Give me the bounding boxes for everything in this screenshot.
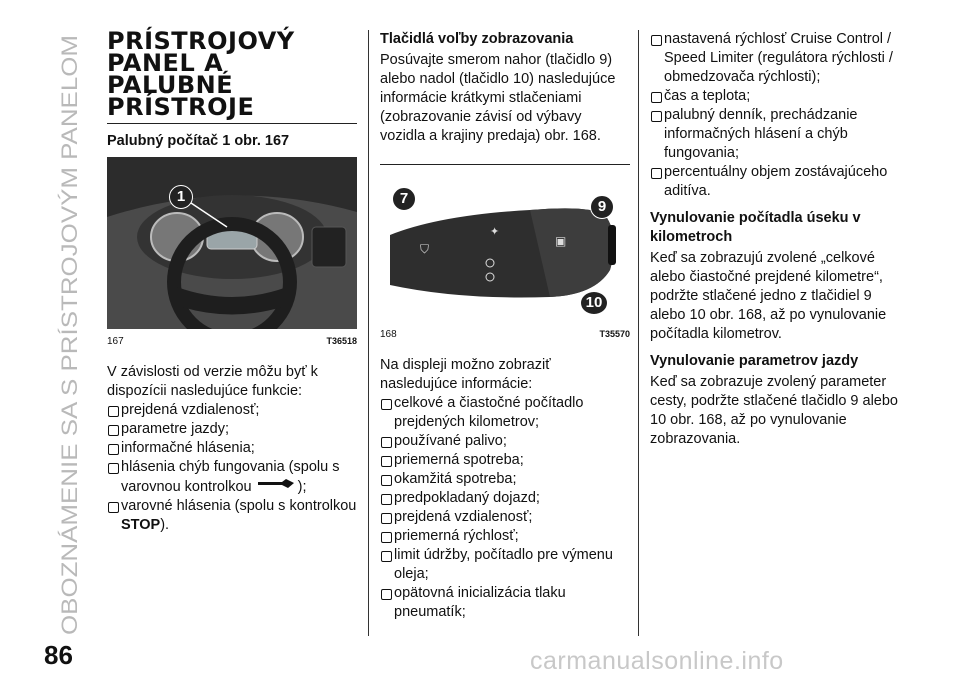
- list-item: percentuálny objem zostávajúceho aditíva.: [650, 163, 900, 201]
- figure-number: 167: [107, 336, 124, 347]
- list-item-tail: ).: [160, 517, 170, 533]
- subheading: Vynulovanie parametrov jazdy: [650, 353, 859, 369]
- subheading: Vynulovanie počítadla úseku v kilometroch: [650, 210, 861, 245]
- figure-caption: [107, 332, 357, 351]
- figure-168: [380, 175, 630, 344]
- list-item: [107, 458, 357, 497]
- list-item: palubný denník, prechádzanie informačných hlásení a chýb fungovania;: [650, 106, 900, 163]
- list-item-text: hlásenia chýb fungovania (spolu s varovnou kontrolkou: [121, 459, 340, 495]
- column-divider: [638, 30, 639, 636]
- callout-1: 1: [169, 185, 193, 209]
- list-item: parametre jazdy;: [107, 420, 357, 439]
- list-item: nastavená rýchlosť Cruise Control / Speed Limiter (regulátora rýchlosti / obmedzovača rýchlosti);: [650, 30, 900, 87]
- column-divider: [368, 30, 369, 636]
- list-item: okamžitá spotreba;: [380, 470, 630, 489]
- intro-text: V závislosti od verzie môžu byť k dispozícii nasledujúce funkcie:: [107, 364, 318, 399]
- list-item: celkové a čiastočné počítadlo prejdených kilometrov;: [380, 394, 630, 432]
- watermark-link[interactable]: carmanualsonline.info: [530, 647, 784, 675]
- warning-light-icon: [256, 477, 298, 497]
- lead-text: Na displeji možno zobraziť nasledujúce informácie:: [380, 357, 551, 392]
- list-item-tail: );: [297, 478, 307, 495]
- list-item: opätovná inicializácia tlaku pneumatík;: [380, 584, 630, 622]
- column-3: [650, 30, 900, 449]
- list-item: priemerná rýchlosť;: [380, 527, 630, 546]
- list-item: [107, 497, 357, 535]
- figure-caption: [380, 325, 630, 344]
- subheading: Tlačidlá voľby zobrazovania: [380, 31, 574, 47]
- intro-text: Posúvajte smerom nahor (tlačidlo 9) alebo nadol (tlačidlo 10) nasledujúce informácie krátkymi stlačeniami (zobrazovanie závisí od výbavy vozidla a krajiny predaja) obr. 168.: [380, 52, 616, 144]
- list-item: limit údržby, počítadlo pre výmenu oleja;: [380, 546, 630, 584]
- list-item: prejdená vzdialenosť;: [380, 508, 630, 527]
- figure-167: [107, 157, 357, 351]
- stop-label: STOP: [121, 517, 161, 533]
- dashboard-photo: [107, 157, 357, 329]
- chapter-side-title: [52, 30, 86, 640]
- list-item: čas a teplota;: [650, 87, 900, 106]
- section-title: [107, 27, 357, 124]
- subheading: Palubný počítač 1 obr. 167: [107, 133, 290, 149]
- list-item: priemerná spotreba;: [380, 451, 630, 470]
- column-1: [107, 27, 357, 535]
- list-item: predpokladaný dojazd;: [380, 489, 630, 508]
- paragraph: Keď sa zobrazujú zvolené „celkové alebo čiastočné prejdené kilometre“, podržte stlačené jedno z tlačidiel 9 alebo 10 obr. 168, až po vynulovanie počítadla kilometrov.: [650, 250, 887, 342]
- svg-text:▣: ▣: [555, 234, 567, 248]
- callout-10: 10: [580, 291, 608, 315]
- figure-number: 168: [380, 329, 397, 340]
- callout-7: 7: [392, 187, 416, 211]
- stalk-illustration: [380, 175, 630, 322]
- svg-text:⛉: ⛉: [420, 242, 430, 256]
- figure-code: T35570: [599, 329, 630, 339]
- paragraph: Keď sa zobrazuje zvolený parameter cesty, podržte stlačené tlačidlo 9 alebo 10 obr. 168, až po vynulovanie zobrazovania.: [650, 374, 898, 447]
- list-item-text: varovné hlásenia (spolu s kontrolkou: [121, 498, 357, 514]
- column-2: [380, 30, 630, 622]
- callout-9: 9: [590, 195, 614, 219]
- title-line: PRÍSTROJE: [107, 93, 255, 121]
- figure-code: T36518: [326, 336, 357, 346]
- page-number: 86: [44, 640, 73, 670]
- list-item: prejdená vzdialenosť;: [107, 401, 357, 420]
- side-title-text: OBOZNÁMENIE SA S PRÍSTROJOVÝM PANELOM: [57, 114, 82, 635]
- svg-text:✦: ✦: [490, 225, 500, 238]
- title-line: PANEL A PALUBNÉ: [107, 49, 234, 99]
- title-line: PRÍSTROJOVÝ: [107, 27, 295, 55]
- list-item: používané palivo;: [380, 432, 630, 451]
- list-item: informačné hlásenia;: [107, 439, 357, 458]
